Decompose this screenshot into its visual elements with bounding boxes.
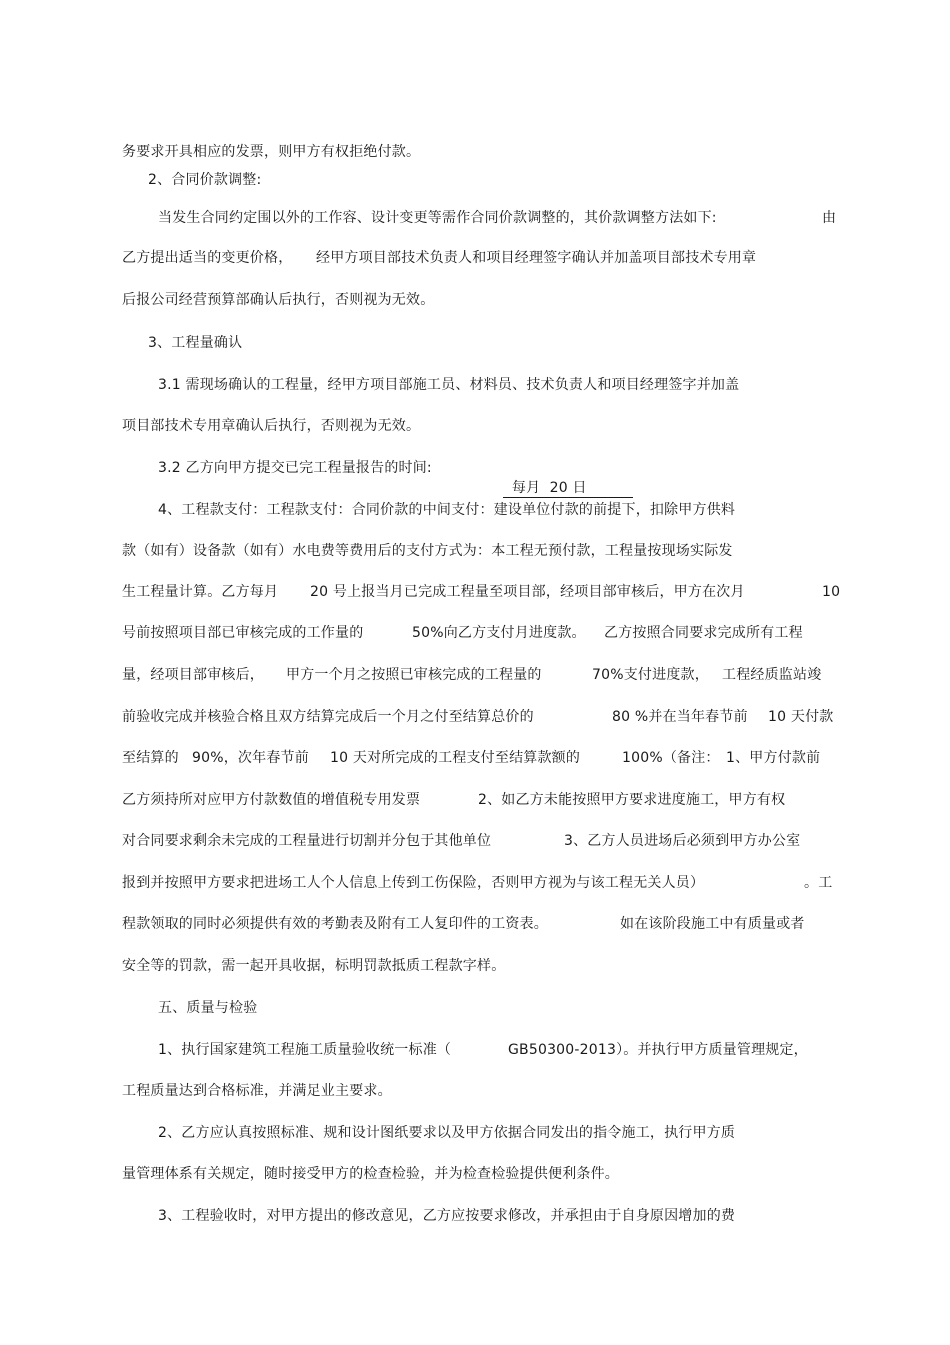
text-fragment: 2、如乙方未能按照甲方要求进度施工，甲方有权: [478, 792, 786, 808]
text-fragment: 1、甲方付款前: [726, 750, 821, 766]
text-fragment: 80 %并在当年春节前: [612, 709, 748, 725]
text-fragment: 3.2 乙方向甲方提交已完工程量报告的时间:: [158, 460, 432, 476]
text-fragment: 乙方须持所对应甲方付款数值的增值税专用发票: [122, 792, 421, 808]
text-fragment: 工程经质监站竣: [722, 667, 822, 683]
text-fragment: 70%支付进度款，: [592, 667, 709, 683]
text-fragment: 10 天付款: [768, 709, 834, 725]
text-fragment: 号前按照项目部已审核完成的工作量的: [122, 625, 364, 641]
text-fragment: 报到并按照甲方要求把进场工人个人信息上传到工伤保险，否则甲方视为与该工程无关人员）: [122, 875, 705, 891]
section-heading: 五、质量与检验: [158, 1000, 258, 1016]
text-line: 后报公司经营预算部确认后执行，否则视为无效。: [122, 292, 435, 308]
text-line: 量管理体系有关规定，随时接受甲方的检查检验，并为检查检验提供便利条件。: [122, 1166, 619, 1182]
text-fragment: 100%（备注：: [622, 750, 720, 766]
text-fragment: 生工程量计算。乙方每月: [122, 584, 279, 600]
text-fragment: 甲方一个月之按照已审核完成的工程量的: [286, 667, 542, 683]
text-line: 3.1 需现场确认的工程量，经甲方项目部施工员、材料员、技术负责人和项目经理签字并加盖: [158, 377, 740, 393]
text-fragment: 对合同要求剩余未完成的工程量进行切割并分包于其他单位: [122, 833, 492, 849]
text-fragment: 。工: [804, 875, 833, 891]
text-fragment: 10 天对所完成的工程支付至结算款额的: [330, 750, 581, 766]
text-fragment: 20 号上报当月已完成工程量至项目部，经项目部审核后，甲方在次月: [310, 584, 745, 600]
section-heading: 2、合同价款调整:: [148, 172, 262, 188]
text-fragment: 由: [822, 210, 837, 226]
text-line: 安全等的罚款，需一起开具收据，标明罚款抵质工程款字样。: [122, 958, 506, 974]
text-line: 2、乙方应认真按照标准、规和设计图纸要求以及甲方依据合同发出的指令施工，执行甲方质: [158, 1125, 736, 1141]
text-fragment: 3、乙方人员进场后必须到甲方办公室: [564, 833, 801, 849]
text-fragment: 至结算的: [122, 750, 179, 766]
text-fragment: 10: [822, 584, 841, 600]
text-fragment: 如在该阶段施工中有质量或者: [620, 916, 805, 932]
text-fragment: 乙方按照合同要求完成所有工程: [604, 625, 803, 641]
text-fragment: 1、执行国家建筑工程施工质量验收统一标准（: [158, 1042, 452, 1058]
report-time-value: 每月 20 日: [502, 480, 634, 496]
text-fragment: 90%，次年春节前: [192, 750, 309, 766]
text-fragment: 50%向乙方支付月进度款。: [412, 625, 586, 641]
text-line: 务要求开具相应的发票，则甲方有权拒绝付款。: [122, 144, 421, 160]
text-fragment: 前验收完成并核验合格且双方结算完成后一个月之付至结算总价的: [122, 709, 534, 725]
text-line: 4、工程款支付：工程款支付：合同价款的中间支付：建设单位付款的前提下，扣除甲方供料: [158, 502, 736, 518]
text-line: 款（如有）设备款（如有）水电费等费用后的支付方式为：本工程无预付款，工程量按现场实际发: [122, 543, 733, 559]
text-line: 3、工程验收时，对甲方提出的修改意见，乙方应按要求修改，并承担由于自身原因增加的费: [158, 1208, 736, 1224]
text-line: 项目部技术专用章确认后执行，否则视为无效。: [122, 418, 421, 434]
section-heading: 3、工程量确认: [148, 335, 243, 351]
text-fragment: 程款领取的同时必须提供有效的考勤表及附有工人复印件的工资表。: [122, 916, 548, 932]
text-line: 当发生合同约定围以外的工作容、设计变更等需作合同价款调整的，其价款调整方法如下:: [158, 210, 717, 226]
text-fragment: 量，经项目部审核后，: [122, 667, 264, 683]
text-fragment: GB50300-2013）。并执行甲方质量管理规定，: [508, 1042, 808, 1058]
text-line: 工程质量达到合格标准，并满足业主要求。: [122, 1083, 392, 1099]
text-fragment: 经甲方项目部技术负责人和项目经理签字确认并加盖项目部技术专用章: [316, 250, 757, 266]
text-fragment: 乙方提出适当的变更价格，: [122, 250, 293, 266]
